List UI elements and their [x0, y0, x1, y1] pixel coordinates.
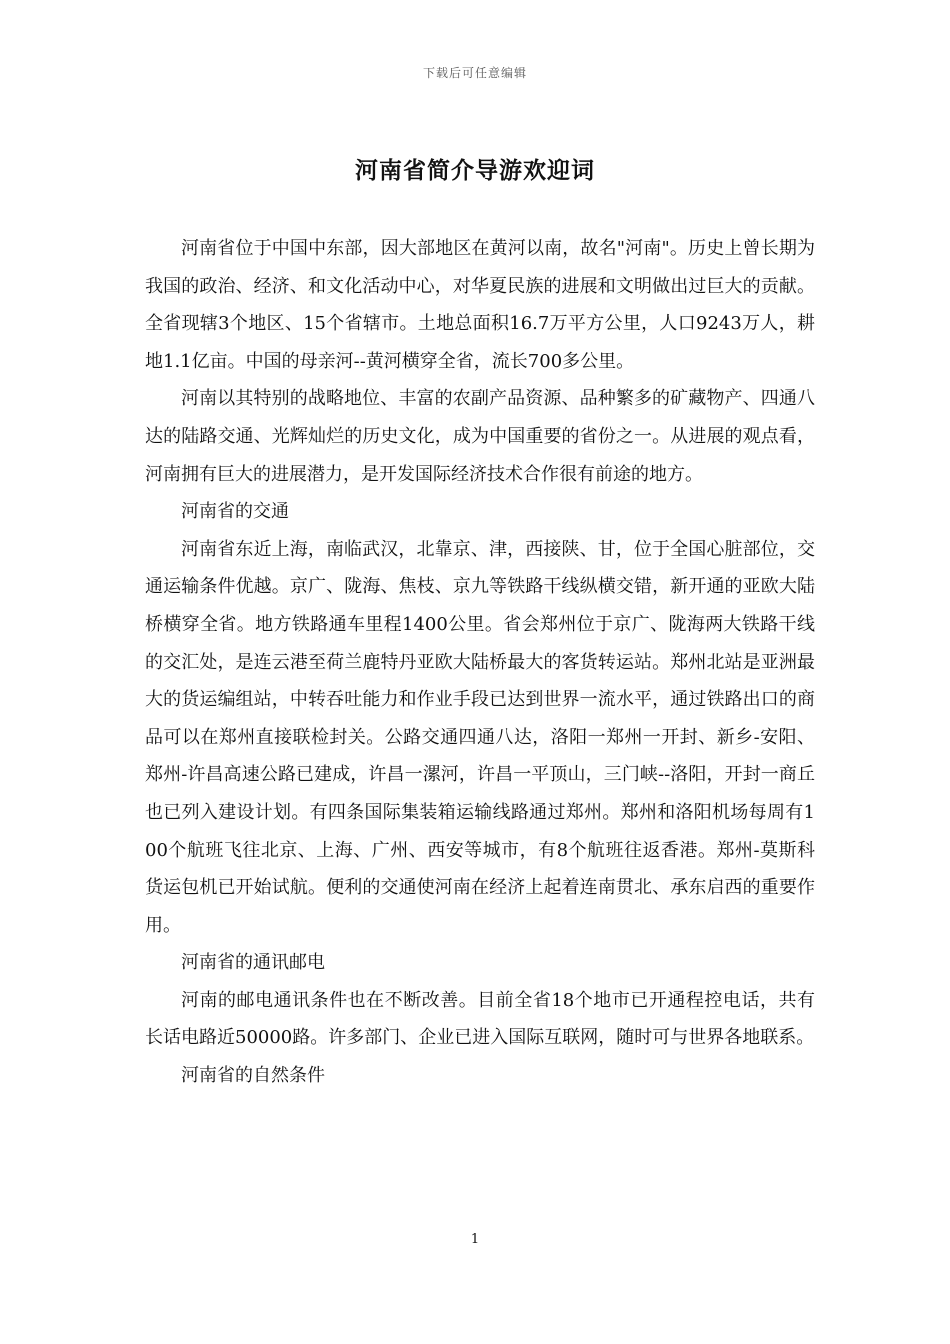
section-heading-transport: 河南省的交通	[181, 501, 289, 523]
page-number: 1	[470, 1232, 480, 1247]
paragraph-transport: 河南省东近上海，南临武汉，北靠京、津，西接陕、甘，位于全国心脏部位，交通运输条件优越。京广、陇海、焦枝、京九等铁路干线纵横交错，新开通的亚欧大陆桥横穿全省。地方铁路通车里程1400公里。省会郑州位于京广、陇海两大铁路干线的交汇处，是连云港至荷兰鹿特丹亚欧大陆桥最大的客货转运站。郑州北站是亚洲最大的货运编组站，中转吞吐能力和作业手段已达到世界一流水平，通过铁路出口的商品可以在郑州直接联检封关。公路交通四通八达，洛阳一郑州一开封、新乡-安阳、郑州-许昌高速公路已建成，许昌一漯河，许昌一平顶山，三门峡--洛阳，开封一商丘也已列入建设计划。有四条国际集装箱运输线路通过郑州。郑州和洛阳机场每周有100个航班飞往北京、上海、广州、西安等城市，有8个航班往返香港。郑州-莫斯科货运包机已开始试航。便利的交通使河南在经济上起着连南贯北、承东启西的重要作用。	[145, 538, 815, 936]
paragraph-intro: 河南省位于中国中东部，因大部地区在黄河以南，故名"河南"。历史上曾长期为我国的政治、经济、和文化活动中心，对华夏民族的进展和文明做出过巨大的贡献。全省现辖3个地区、15个省辖市。土地总面积16.7万平方公里，人口9243万人，耕地1.1亿亩。中国的母亲河--黄河横穿全省，流长700多公里。	[145, 238, 815, 372]
page-header-note: 下载后可任意编辑	[422, 66, 527, 80]
section-heading-natural-conditions: 河南省的自然条件	[181, 1065, 325, 1087]
document-body	[145, 230, 815, 1095]
section-heading-telecom: 河南省的通讯邮电	[181, 952, 325, 974]
document-title: 河南省简介导游欢迎词	[355, 157, 595, 184]
paragraph-strategic-position: 河南以其特别的战略地位、丰富的农副产品资源、品种繁多的矿藏物产、四通八达的陆路交通、光辉灿烂的历史文化，成为中国重要的省份之一。从进展的观点看，河南拥有巨大的进展潜力，是开发国际经济技术合作很有前途的地方。	[145, 388, 815, 485]
paragraph-telecom: 河南的邮电通讯条件也在不断改善。目前全省18个地市已开通程控电话，共有长话电路近50000路。许多部门、企业已进入国际互联网，随时可与世界各地联系。	[145, 989, 815, 1049]
